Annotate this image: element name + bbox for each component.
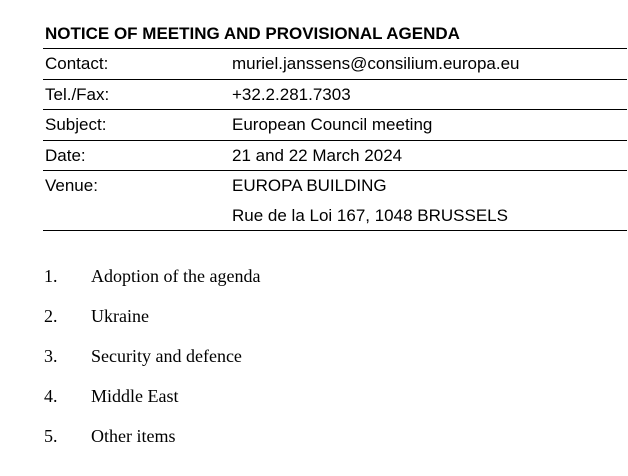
agenda-item-number: 4.	[44, 386, 58, 406]
venue-address: Rue de la Loi 167, 1048 BRUSSELS	[232, 205, 508, 225]
agenda-item	[44, 302, 260, 342]
subject-label: Subject:	[45, 115, 107, 134]
venue-building: EUROPA BUILDING	[232, 176, 387, 195]
notice-title: NOTICE OF MEETING AND PROVISIONAL AGENDA	[43, 20, 627, 49]
venue-row	[43, 171, 627, 201]
agenda-item-number: 2.	[44, 306, 58, 326]
agenda-item	[44, 382, 260, 422]
telfax-number: +32.2.281.7303	[232, 84, 351, 104]
agenda-list	[44, 262, 260, 462]
date-label: Date:	[45, 145, 86, 165]
agenda-item	[44, 262, 260, 302]
agenda-item	[44, 342, 260, 382]
contact-label: Contact:	[45, 54, 109, 73]
agenda-item-number: 1.	[44, 266, 58, 286]
contact-email: muriel.janssens@consilium.europa.eu	[232, 54, 520, 73]
date-value: 21 and 22 March 2024	[232, 145, 403, 165]
telfax-label: Tel./Fax:	[45, 84, 110, 104]
date-row	[43, 141, 627, 172]
agenda-item-text: Security and defence	[91, 346, 242, 366]
venue-label: Venue:	[45, 176, 98, 195]
meeting-notice-header	[43, 20, 627, 231]
telfax-row	[43, 80, 627, 111]
venue-address-row	[43, 201, 627, 232]
venue-address-spacer	[43, 201, 232, 231]
agenda-item-text: Middle East	[91, 386, 179, 406]
agenda-item	[44, 422, 260, 462]
agenda-item-text: Other items	[91, 426, 176, 446]
subject-value: European Council meeting	[232, 115, 433, 134]
agenda-item-text: Ukraine	[91, 306, 149, 326]
subject-row	[43, 110, 627, 141]
contact-row	[43, 49, 627, 80]
agenda-item-number: 3.	[44, 346, 58, 366]
agenda-item-text: Adoption of the agenda	[91, 266, 261, 286]
agenda-item-number: 5.	[44, 426, 58, 446]
